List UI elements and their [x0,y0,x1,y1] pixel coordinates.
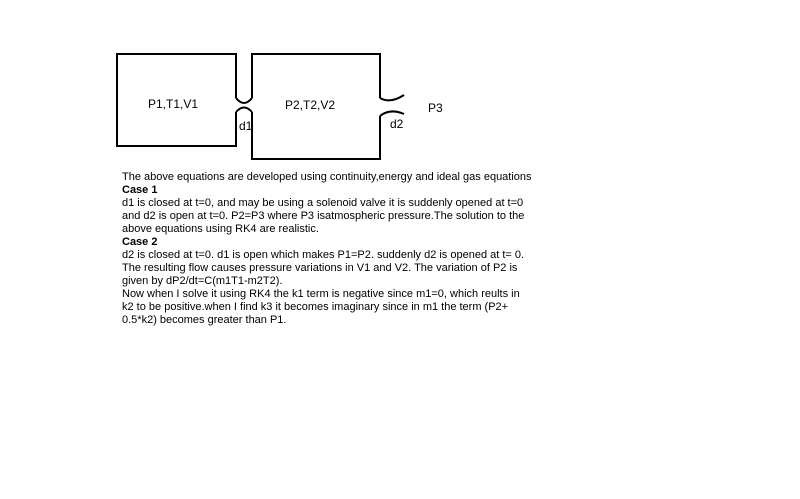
case2-followup: Now when I solve it using RK4 the k1 term is negative since m1=0, which reults in k2 to be positive.when I find k3 it becomes imaginary since in m1 the term (P2+ 0.5*k2) becomes greater than P1. [122,288,520,326]
vessel-2-label: P2,T2,V2 [285,98,336,112]
case2-body: d2 is closed at t=0. d1 is open which makes P1=P2. suddenly d2 is opened at t= 0. The resulting flow causes pressure variations in V1 and V2. The variation of P2 is given by dP2/dt=C(m1T1-m2T2). [122,249,525,287]
description-text [122,171,532,327]
valve-d1 [236,98,252,112]
case2-heading: Case 2 [122,236,158,248]
case1-body: d1 is closed at t=0, and may be using a solenoid valve it is suddenly opened at t=0 and d2 is open at t=0. P2=P3 where P3 isatmospheric pressure.The solution to the above equations using RK4 are realistic. [122,197,525,235]
vessel-1-label: P1,T1,V1 [148,97,199,111]
case1-heading: Case 1 [122,184,158,196]
valve-d1-label: d1 [239,119,253,133]
valve-d2-label: d2 [390,117,404,131]
intro-paragraph: The above equations are developed using continuity,energy and ideal gas equations [122,171,532,183]
valve-d2 [380,95,404,116]
ambient-pressure-label: P3 [428,101,443,115]
